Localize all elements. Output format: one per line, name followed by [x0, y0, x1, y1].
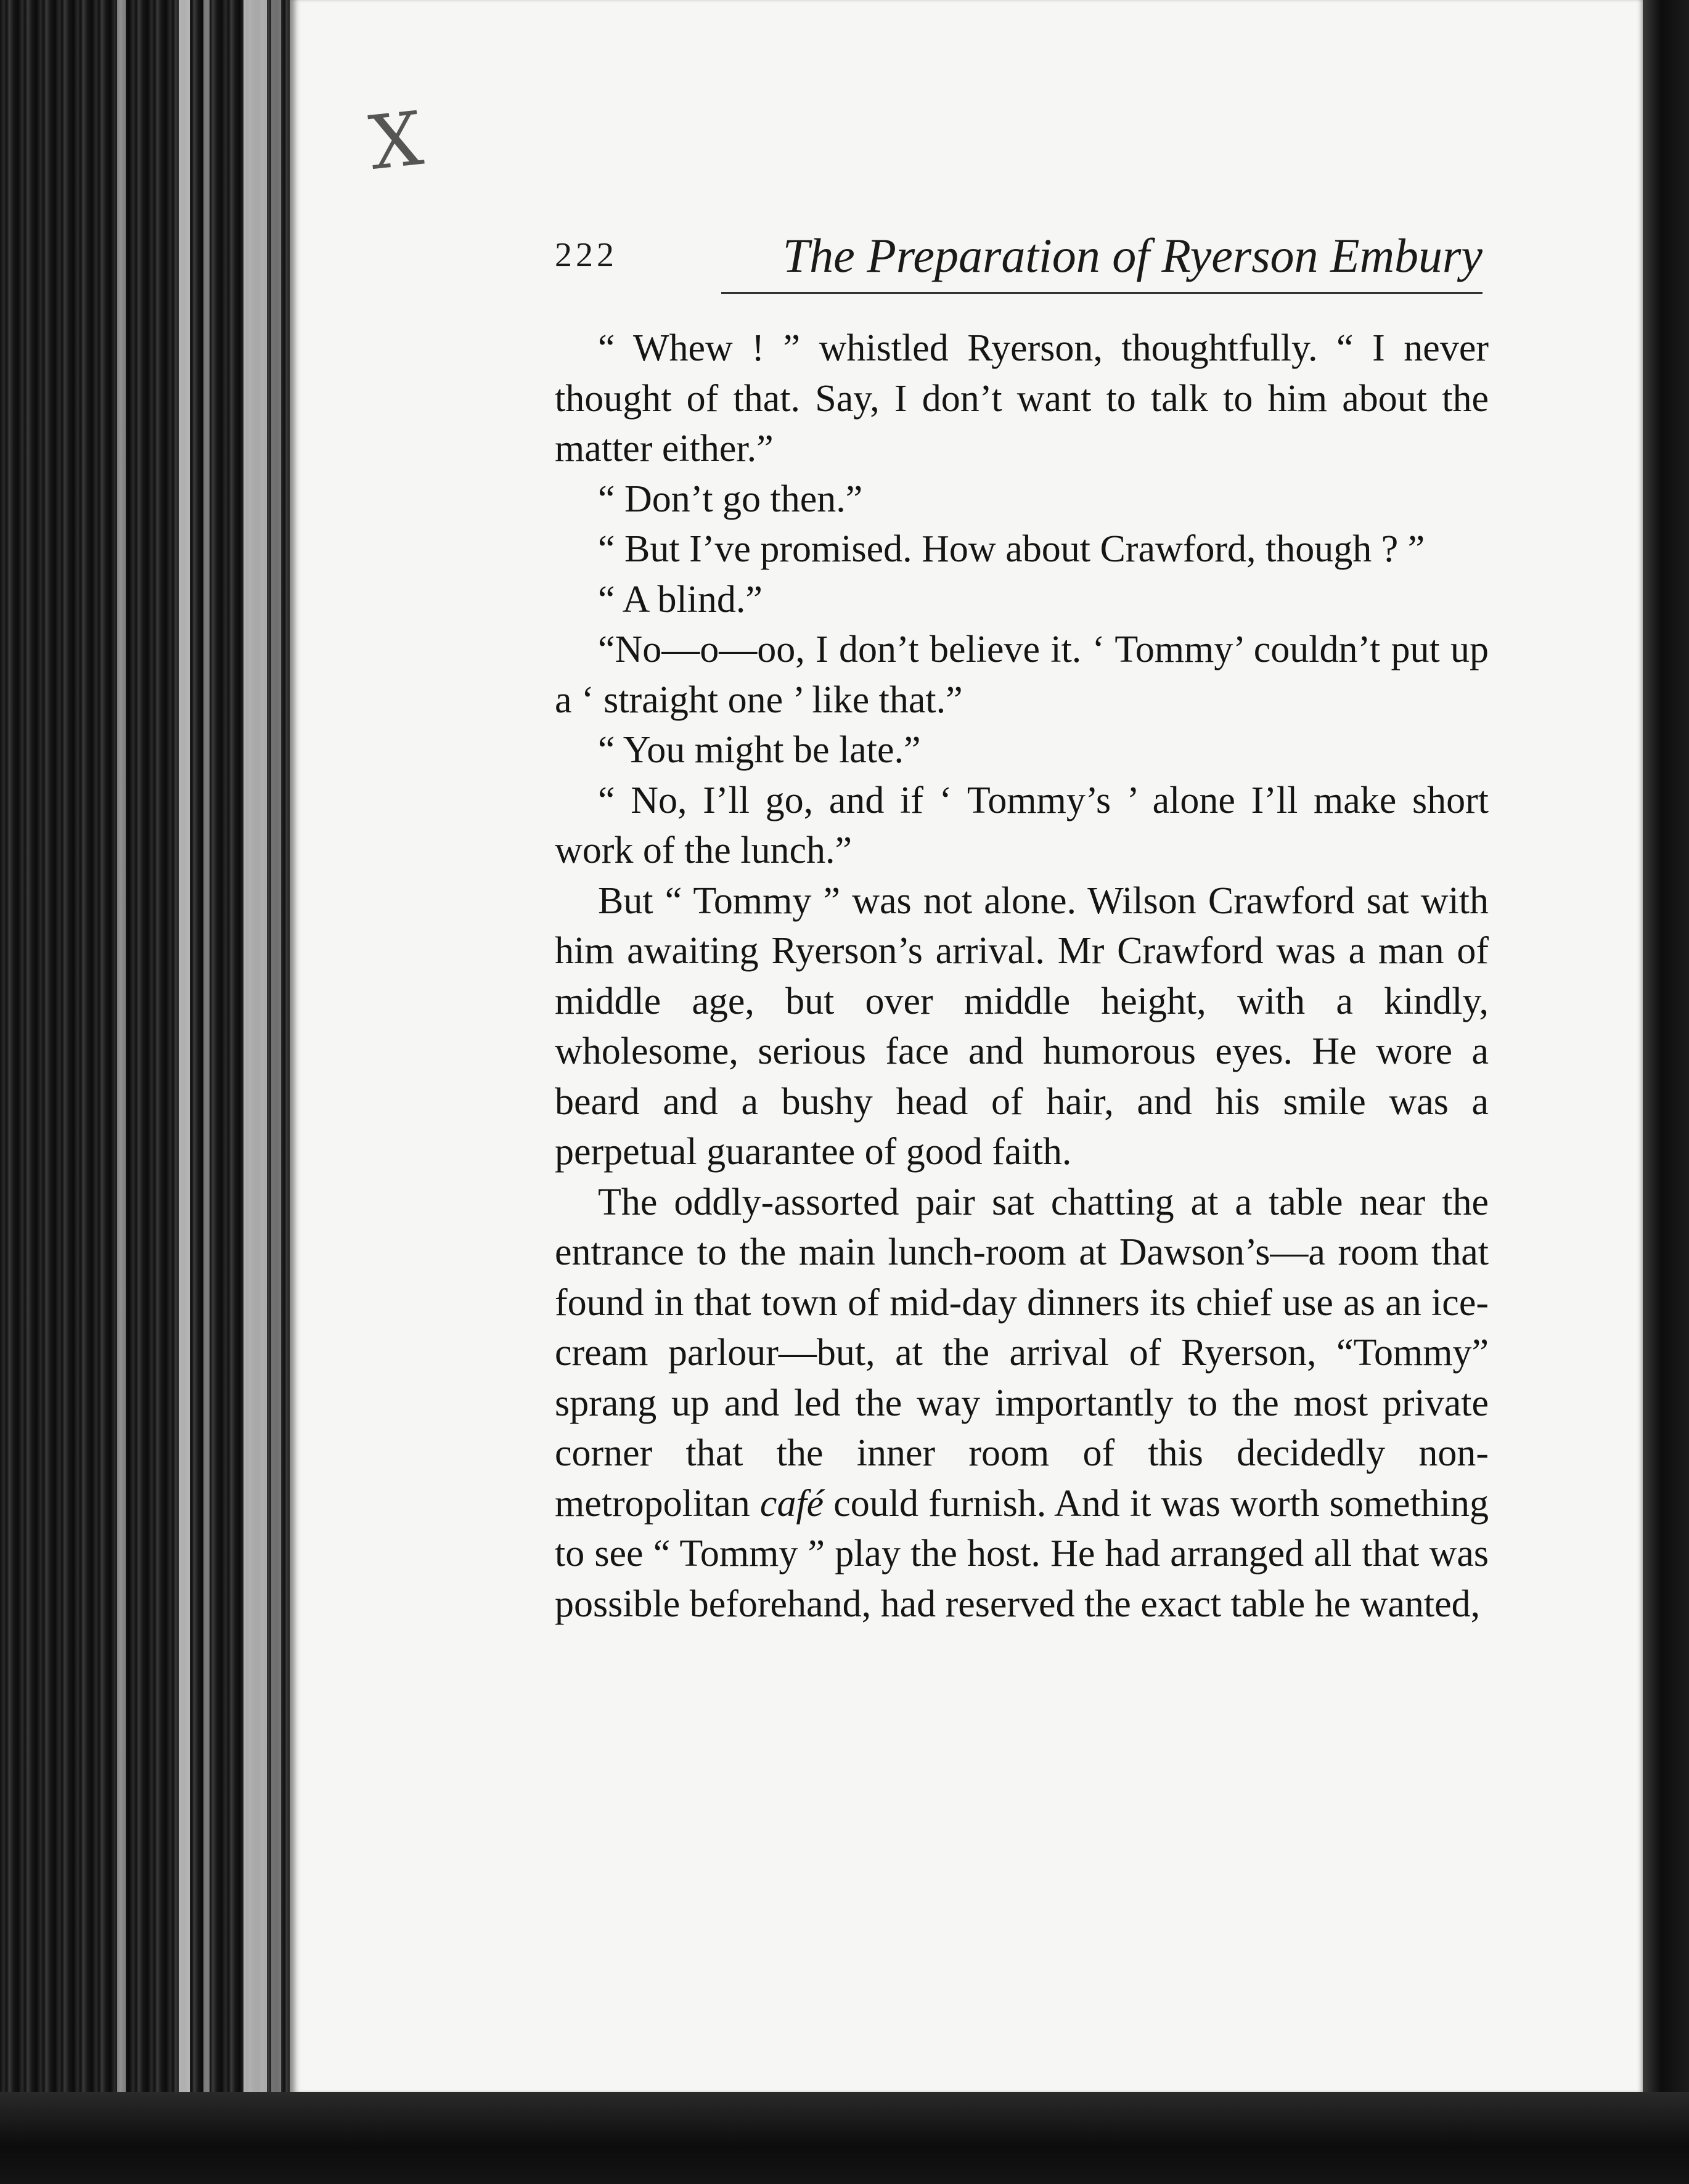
book-spine-edge: [0, 0, 290, 2184]
italic-word: café: [759, 1482, 824, 1525]
paragraph: But “ Tommy ” was not alone. Wilson Crawford sat with him awaiting Ryerson’s arrival. Mr Crawford was a man of middle age, but over middle height, with a kindly, wholesome, serious face and humorous eyes. He wore a beard and a bushy head of hair, and his smile was a perpetual guarantee of good faith.: [555, 879, 1489, 1173]
paragraph: “ Whew ! ” whistled Ryerson, thoughtfully. “ I never thought of that. Say, I don’t want to talk to him about the matter either.”: [555, 327, 1489, 470]
header-rule: [721, 292, 1482, 294]
body-text: [555, 324, 1489, 1629]
paragraph-text: The oddly-assorted pair sat chatting at a table near the entrance to the main lunch-room at Dawson’s—a room that found in that town of mid-day dinners its chief use as an ice-cream parlour—but, at the arrival of Ryerson, “Tommy” sprang up and led the way importantly to the most private corner that the inner room of this decidedly non-metropolitan: [555, 1181, 1489, 1525]
paragraph: “ A blind.”: [598, 578, 763, 621]
page-number: 222: [555, 236, 618, 274]
right-page-edge: [1643, 0, 1689, 2184]
page-edge-strip: [243, 0, 267, 2184]
paragraph: “No—o—oo, I don’t believe it. ‘ Tommy’ couldn’t put up a ‘ straight one ’ like that.”: [555, 629, 1489, 721]
bottom-page-edge: [0, 2092, 1689, 2184]
paragraph-text: could furnish. And it was worth something to see “ Tommy ” play the host. He had arranged all that was possible beforehand, had reserved the exact table he wanted,: [555, 1482, 1489, 1625]
paragraph: “ Don’t go then.”: [598, 478, 863, 520]
page-edge-strip: [203, 0, 210, 2184]
page-edge-strip: [271, 0, 281, 2184]
running-title: The Preparation of Ryerson Embury: [782, 229, 1482, 282]
paragraph: “ You might be late.”: [598, 729, 921, 771]
paragraph-last: [555, 1178, 1489, 1630]
page-edge-strip: [117, 0, 126, 2184]
paragraph: “ No, I’ll go, and if ‘ Tommy’s ’ alone I’ll make short work of the lunch.”: [555, 779, 1489, 871]
paragraph: “ But I’ve promised. How about Crawford, though ? ”: [598, 528, 1425, 570]
page-edge-strip: [179, 0, 190, 2184]
page-header: [555, 228, 1482, 296]
pencil-margin-mark: X: [365, 96, 427, 187]
